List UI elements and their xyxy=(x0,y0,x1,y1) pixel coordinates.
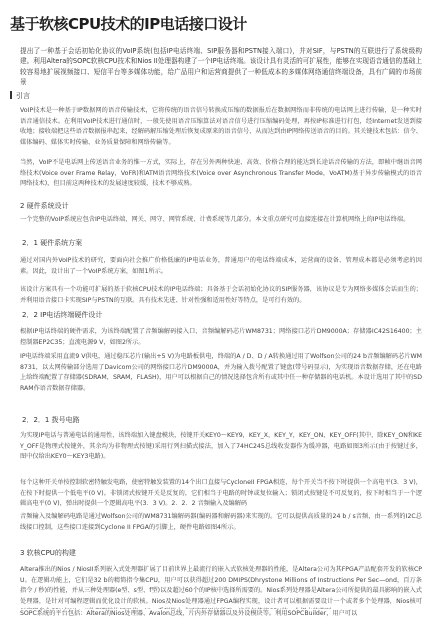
body-paragraph: 音频输入及编解码电路是通过Wolfson公司的WM8731编解码器(编码器和解码器)来实现的。它可以提供高质量的24 b / s音频，由一系列的I2C总线接口控制，这些接口连接到Cyclone II FPGA的引脚上，硬件电路如图4所示。 xyxy=(20,513,422,531)
body-paragraph: 一个完整的VoIP系统应包含IP电话终端、网关、网守、网管系统、计费系统等几部分。本文重点研究可直接连接在计算机网络上的IP电话终端。 xyxy=(20,216,410,223)
abstract-paragraph: 提出了一种基于会话初始化协议的VoIP系统(包括IP电话终端、SIP服务器和PSTN接入端口)，并对SIF，与PSTN的互联进行了系统级构建。利用Altera的SOPC软核CPU技术和Nios II处理器构建了一个IP电话终端。该设计具有灵活的可扩展性，能够在实现语音通信的基础上较容易地扩展视频接口、短信平台等多媒体功能，给广品用户和运营商提供了一种低成本的多媒体网络通信终端设备，具有广阔的市场前景 xyxy=(20,47,422,87)
subsection-heading: 2．2．1 拨号电路 xyxy=(22,416,80,424)
body-paragraph: IP电话终端采用直流9 V供电，通过稳压芯片(输出+5 V)为电路板供电，终端的A / D、D / A转换通过用了Wolfson公司的24 b音频编解码芯片WM8731，以太网传输部分选用了Davicom公司的网络接口芯片DM9000A，并为输入拨号配置了键盘(带号码显示)，为实现语音数据存储，还在电路上给终端配置了存储器(SDRAM，SRAM，FLASH)，用户可以根据自己的情况选择包含所有或其中任一种存储器的电话机。本设计选用了其中的SDRAM作语音数据存储器。 xyxy=(20,353,422,392)
subsection-heading: 2．1 硬件系统方案 xyxy=(22,239,83,247)
body-paragraph: 该设计方案具有一个功能可扩展的基于软核CPU技术的IP电话终端；具备基于会话初始化协议的SIP服务器，该协议是专为网络多媒体会话而生的；并利用语音接口卡实现SIP与PSTN的互联。具有技术先进、针对性强和适用性好等特点，是可行有效的。 xyxy=(20,286,422,304)
section-heading: 2 硬件系统设计 xyxy=(20,202,69,210)
body-paragraph: Altera推出的Nios / NiosII系列嵌入式处理器扩展了目前世界上最流行的嵌入式软核处理器的性能，是Altera公司为其FPGA产品配套开发的软核CPU。在逻辑功能上，它们是32 b的精简指令集CPU，用户可以获得超过200 DMIPS(Dhrystone Millions of Instructions Per Sec—ond，百万条指令 / 秒)的性能，并从三种处理器(e型、s型、f型)以及超过60个的IP核中选择所需要的。Nios系列处理器是Altera公司所提供的最具影响的嵌入式处理器，是针对可编程逻辑而优化设计的软核。Nios及Nios处理器通过FPGA编程实现，设计者可以根据需要设计一个或者多个处理器，Nios核可 xyxy=(20,566,422,605)
body-paragraph: 为实现IP电话与普通电话的通用性，该终端加入键盘模块，按键开关KEY0～KEY9，KEY_X，KEY_Y，KEY_ON，KEY_OFF(其中，除KEY_ON和KEY_OFF是物理式按键外，其余均为非物理式按键)采用行列扫描式接法，加入了74HC245总线收发器作为缓冲器，电路如图3所示(由于按键过多，图中仅给出KEY0～KEY3电路)。 xyxy=(20,432,422,460)
body-paragraph: 根据IP电话终端的硬件需求，为该终端配置了音频编解码接入口、音频编解码芯片WM8731；网络接口芯片DM9000A；存储器IC42S16400；主控制器EP2C35；直流电源9 V，如图2所示。 xyxy=(20,328,422,346)
body-paragraph: SOPC系统的平台包括：Altera的Nios处理器、Avalon总线，片内外存储器以及外设模块等。利用SOPCBuilder，用户可以 xyxy=(20,610,358,617)
body-paragraph: 通过对国内外VoIP技术的研究，要面向社会推广价格低廉的IP电话业务，普通用户的电话终端成本，运营商的设备、管理成本都是必须考虑的因素。因此，设计出了一个VoIP系统方案，如图1所示。 xyxy=(20,257,422,275)
subsection-heading: 2．2 IP电话终端硬件设计 xyxy=(22,311,103,319)
body-paragraph: 每个这种开关单按控制软密特触发电路，使密特触发装置的14个出口直接与CycloneII FPGA相连，每个开关当不按下时提供一个高电平(3．3 V)，在按下时提供一个低电平(0 V)。非锁闭式按键开关是反复的，它们相当于电路的时钟或复位输入；锁闭式按键是不可反复的，按下时相当于一个逻辑高电平(0 V)，弹出时提供一个逻辑高电平(3．3 V)。2．2．2 音频输入及编解码 xyxy=(20,479,422,507)
body-paragraph: 当然，VoIP不是电话网上传送语音业务的惟一方式，实际上，存在另外两种快速、高效、价格合理的能达到长途话音传输的方法，即帧中继语音网络技术(Voice over Frame Relay，VoFR)和ATM语音网络技术(Voice over Asynchronous Transfer Mode，VoATM)基于异步传输模式的语音网络技术)，但目前这两种技术的发展速度较缓，技术不够成熟。 xyxy=(20,159,422,187)
section-heading: 3 软核CPU的构建 xyxy=(20,549,76,557)
section-heading-intro: 引言 xyxy=(10,91,30,101)
heading-bar xyxy=(10,91,12,99)
document-title: 基于软核CPU技术的IP电话接口设计 xyxy=(10,15,247,33)
body-paragraph: VoIP技术是一种基于IP数据网的语音传输技术，它将传统的语音信号转换成压缩的数据报后在数据网络而非传统的电话网上进行传输，是一种实时语音通信技术。在利用VoIP技术进行通信时，一般先使用语音压缩算法对语音信号进行压缩编码处理，再按IP标准进行打包，经Internet发送到接收地；接收端把这些语音数据报串起来，经解码解压缩处理后恢复成原来的语音信号，从而达到由IP网络传送语音的目的。其关键技术包括：信令、媒体编码、媒体实时传输、业务质量保障和网络传输等。 xyxy=(20,107,422,146)
